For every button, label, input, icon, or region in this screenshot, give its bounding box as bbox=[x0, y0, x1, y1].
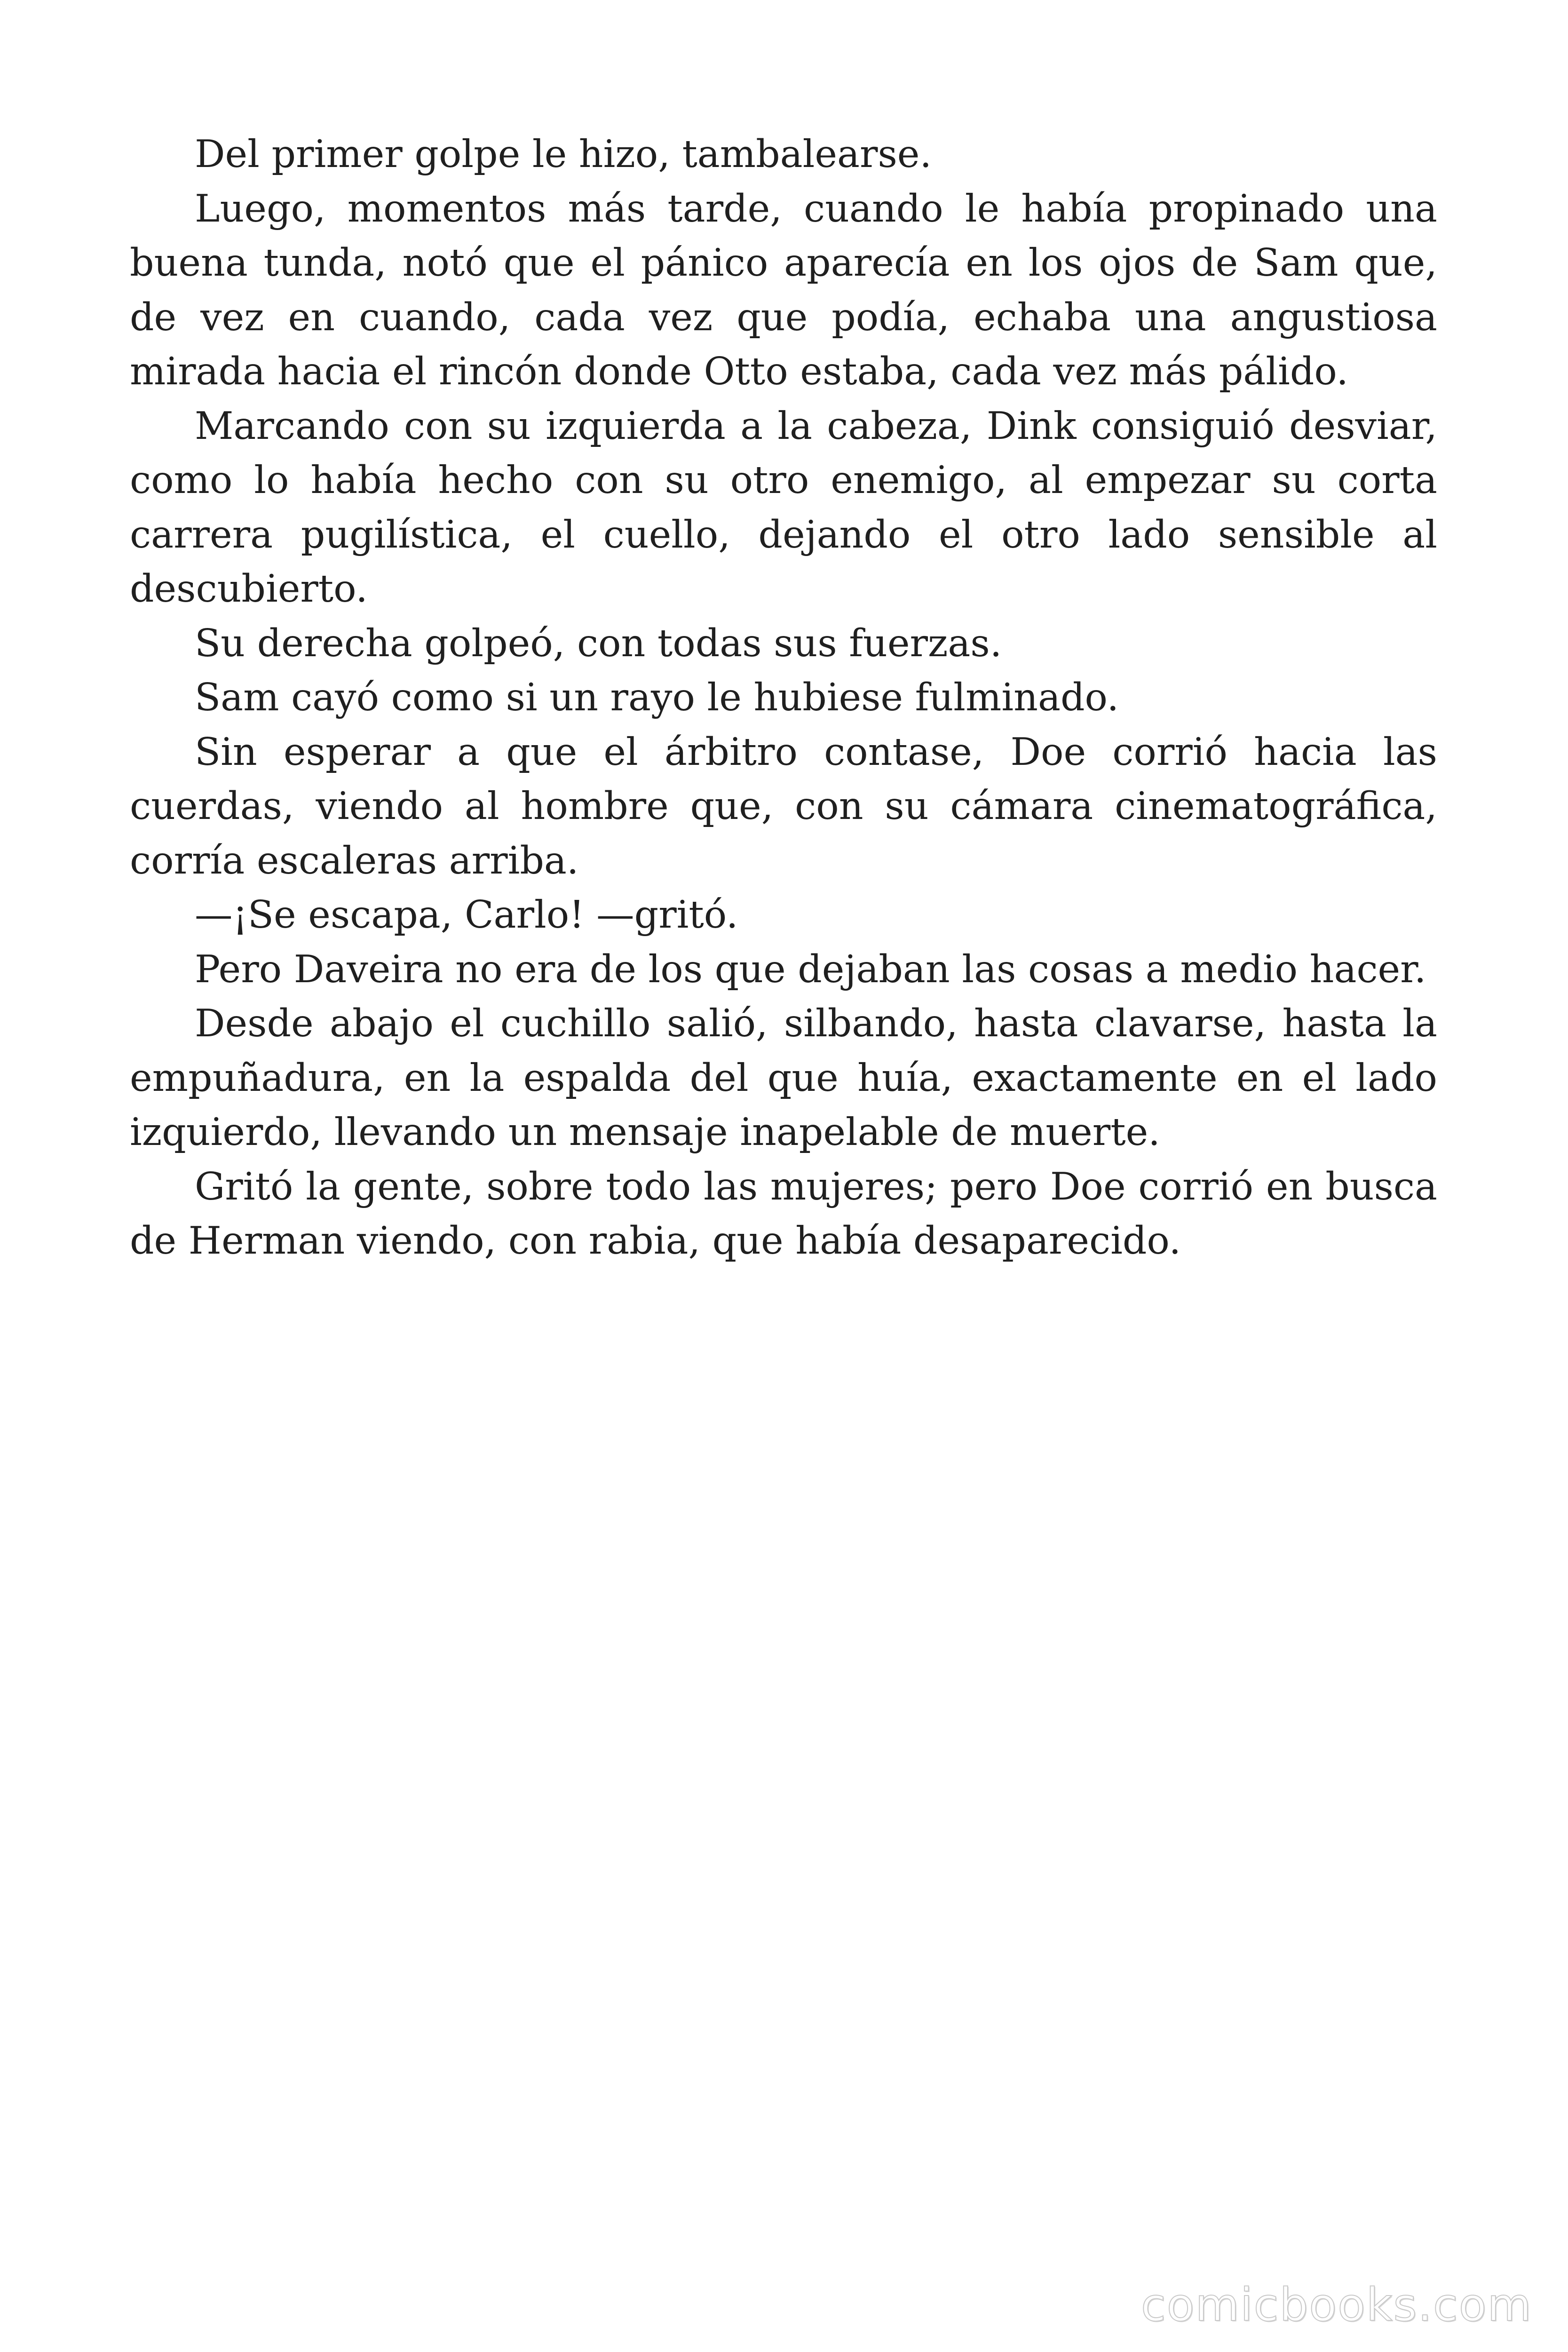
paragraph: Su derecha golpeó, con todas sus fuerzas. bbox=[195, 620, 1002, 665]
paragraph: Marcando con su izquierda a la cabeza, Dink consiguió desviar, como lo había hecho con su otro enemigo, al empezar su corta carrera pugilística, el cuello, dejando el otro lado sensible al descubierto. bbox=[130, 403, 1437, 611]
page-text bbox=[130, 127, 1437, 1268]
paragraph: Desde abajo el cuchillo salió, silbando, hasta clavarse, hasta la empuñadura, en la espalda del que huía, exactamente en el lado izquierdo, llevando un mensaje inapelable de muerte. bbox=[130, 1001, 1437, 1154]
paragraph: Sam cayó como si un rayo le hubiese fulminado. bbox=[195, 675, 1119, 719]
paragraph: Sin esperar a que el árbitro contase, Doe corrió hacia las cuerdas, viendo al hombre que, con su cámara cinematográfica, corría escaleras arriba. bbox=[130, 729, 1437, 882]
paragraph: Luego, momentos más tarde, cuando le había propinado una buena tunda, notó que el pánico aparecía en los ojos de Sam que, de vez en cuando, cada vez que podía, echaba una angustiosa mirada hacia el rincón donde Otto estaba, cada vez más pálido. bbox=[130, 186, 1437, 393]
watermark: comicbooks.com bbox=[1140, 2279, 1532, 2331]
paragraph: Gritó la gente, sobre todo las mujeres; pero Doe corrió en busca de Herman viendo, con rabia, que había desaparecido. bbox=[130, 1164, 1437, 1263]
paragraph: —¡Se escapa, Carlo! —gritó. bbox=[195, 892, 738, 937]
paragraph: Pero Daveira no era de los que dejaban las cosas a medio hacer. bbox=[195, 946, 1426, 991]
paragraph: Del primer golpe le hizo, tambalearse. bbox=[195, 132, 932, 176]
